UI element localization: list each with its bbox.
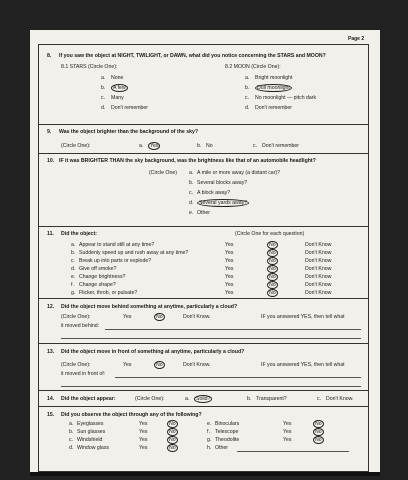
q8-stars-option: Don't remember (111, 105, 149, 111)
q10-option: A mile or more away (a distant car)? (197, 170, 281, 176)
q15-item: Theodolite (215, 437, 240, 443)
q15-item-no (167, 421, 178, 427)
q15-item-no (313, 437, 324, 443)
q10-option-letter: a. (189, 170, 194, 176)
q12-dk: Don't Know. (183, 314, 211, 320)
q8-number: 8. (47, 53, 52, 59)
q15-item-letter: g. (207, 437, 212, 443)
q15-other-line (237, 451, 349, 452)
q10-option-letter: c. (189, 190, 194, 196)
q11-row-yes: Yes (225, 258, 234, 264)
q11-row-text: Give off smoke? (79, 266, 117, 272)
q8-moon-letter: c. (245, 95, 250, 101)
q8-moon-option-circled: Dull moonlight (257, 85, 290, 91)
q10-option: Other (197, 210, 210, 216)
q14-option-letter: b. (247, 396, 252, 402)
q9-option-letter: b. (197, 143, 202, 149)
q13-dk: Don't Know. (183, 362, 211, 368)
q11-row-dk: Don't Know (305, 290, 332, 296)
q10-option: A block away? (197, 190, 231, 196)
q14-option: Don't Know. (326, 396, 354, 402)
q11-row-no (267, 290, 278, 296)
q15-item-no-circled: No (315, 421, 322, 427)
q13-answer-line-1 (115, 377, 361, 378)
q9-option: No (206, 143, 213, 149)
q12-yes: Yes (123, 314, 132, 320)
divider-q14 (39, 406, 368, 407)
q11-row-no (267, 242, 278, 248)
q11-row-letter: e. (71, 274, 76, 280)
q11-row-no-circled: No (269, 266, 276, 272)
q8-moon-option: Don't remember (255, 105, 293, 111)
q11-row-yes: Yes (225, 282, 234, 288)
q11-row-yes: Yes (225, 242, 234, 248)
q15-item: Binoculars (215, 421, 240, 427)
q14-option-letter: c. (317, 396, 322, 402)
q11-row-no (267, 266, 278, 272)
q15-item-no (167, 437, 178, 443)
q15-item-no-circled: No (169, 445, 176, 451)
q14-option (194, 396, 212, 402)
q15-item-no-circled: No (169, 437, 176, 443)
q12-if-yes: IF you answered YES, then tell what (261, 314, 345, 320)
q15-item-no (167, 445, 178, 451)
q8-question: If you saw the object at NIGHT, TWILIGHT, or DAWN, what did you notice concerning the STARS and MOON? (59, 53, 326, 59)
q11-row-dk: Don't Know (305, 242, 332, 248)
q10-circle-label: (Circle One) (149, 170, 177, 176)
q12-number: 12. (47, 304, 55, 310)
q8-stars-option: None (111, 75, 124, 81)
q9-option-circled: Yes (150, 143, 159, 149)
q11-number: 11. (47, 231, 54, 237)
q10-option-letter: e. (189, 210, 194, 216)
q13-no (154, 362, 165, 368)
q9-circle-label: (Circle One): (61, 143, 91, 149)
q15-item-yes: Yes (283, 437, 292, 443)
q10-question: IF it was BRIGHTER THAN the sky background, was the brightness like that of an automobile headlight? (59, 158, 316, 164)
q15-item-yes: Yes (283, 421, 292, 427)
q9-option (148, 143, 160, 149)
q8-moon-option: No moonlight — pitch dark (255, 95, 317, 101)
q11-row-dk: Don't Know (305, 258, 332, 264)
q15-item-no (313, 429, 324, 435)
q8-moon-letter: d. (245, 105, 250, 111)
divider-q8 (39, 124, 368, 125)
q8-stars-option-circled: A few (113, 85, 126, 91)
q15-item: Windshield (77, 437, 103, 443)
q11-row-text: Change brightness? (79, 274, 126, 280)
divider-q12 (39, 343, 368, 344)
divider-q10 (39, 226, 368, 227)
q15-item-letter: e. (207, 421, 212, 427)
divider-q9 (39, 153, 368, 154)
q14-option: Transparent? (256, 396, 287, 402)
q11-row-letter: g. (71, 290, 76, 296)
q15-item-letter: a. (69, 421, 74, 427)
q11-row-no-circled: No (269, 282, 276, 288)
q13-circle-label: (Circle One): (61, 362, 91, 368)
q15-item-letter: c. (69, 437, 74, 443)
q15-item-yes: Yes (139, 421, 148, 427)
q8-moon-letter: a. (245, 75, 250, 81)
q15-item-letter: f. (207, 429, 210, 435)
q15-item-yes: Yes (139, 437, 148, 443)
q15-item-no (313, 421, 324, 427)
q9-option-letter: c. (253, 143, 258, 149)
q10-option-letter: b. (189, 180, 194, 186)
q10-option (197, 200, 249, 206)
q11-row-no (267, 282, 278, 288)
q12-answer-line-2 (61, 338, 361, 339)
q8-moon-option (255, 85, 292, 91)
q11-row-no (267, 250, 278, 256)
q12-answer-line-1 (105, 329, 361, 330)
q15-item-letter: b. (69, 429, 74, 435)
q8-stars-header: 8.1 STARS (Circle One): (61, 64, 118, 70)
q11-row-letter: c. (71, 258, 76, 264)
q15-item-no-circled: No (169, 421, 176, 427)
q11-row-dk: Don't Know (305, 250, 332, 256)
q11-row-text: Flicker, throb, or pulsate? (79, 290, 138, 296)
divider-q11 (39, 298, 368, 299)
q14-circle-label: (Circle One): (135, 396, 165, 402)
q12-no (154, 314, 165, 320)
q15-item: Sun glasses (77, 429, 106, 435)
form-frame (38, 44, 369, 472)
q11-row-yes: Yes (225, 274, 234, 280)
q8-stars-letter: c. (101, 95, 106, 101)
q15-number: 15. (47, 412, 55, 418)
q15-item: Other (215, 445, 228, 451)
q13-if-yes: IF you answered YES, then tell what (261, 362, 345, 368)
q8-stars-letter: d. (101, 105, 106, 111)
q11-row-no (267, 258, 278, 264)
q11-row-no-circled: No (269, 258, 276, 264)
q8-moon-header: 8.2 MOON (Circle One): (225, 64, 281, 70)
q11-row-text: Change shape? (79, 282, 116, 288)
q11-row-yes: Yes (225, 290, 234, 296)
q13-answer-line-2 (61, 386, 361, 387)
q11-row-no-circled: No (269, 250, 276, 256)
q13-question: Did the object move in front of something at anytime, particularly a cloud? (61, 349, 245, 355)
q11-question: Did the object: (61, 231, 98, 237)
q11-row-yes: Yes (225, 250, 234, 256)
q15-item-no-circled: No (315, 429, 322, 435)
q10-option: Several blocks away? (197, 180, 248, 186)
q11-row-no (267, 274, 278, 280)
q15-item-letter: h. (207, 445, 212, 451)
q11-row-text: Break up into parts or explode? (79, 258, 152, 264)
q15-item: Window glass (77, 445, 110, 451)
q15-item-yes: Yes (139, 429, 148, 435)
q11-row-letter: f. (71, 282, 74, 288)
page-edge-bottom (30, 472, 380, 476)
divider-q13 (39, 390, 368, 391)
q12-moved-label: it moved behind: (61, 323, 100, 329)
q10-number: 10. (47, 158, 55, 164)
q13-number: 13. (47, 349, 55, 355)
q14-number: 14. (47, 396, 55, 402)
q11-row-letter: a. (71, 242, 76, 248)
q12-no-circled: No (156, 314, 163, 320)
q13-yes: Yes (123, 362, 132, 368)
q15-item-yes: Yes (283, 429, 292, 435)
q11-row-no-circled: No (269, 242, 276, 248)
q8-stars-letter: a. (101, 75, 106, 81)
q11-row-no-circled: No (269, 274, 276, 280)
q11-row-letter: b. (71, 250, 76, 256)
q15-item-letter: d. (69, 445, 74, 451)
q11-row-dk: Don't Know (305, 282, 332, 288)
q15-item: Eyeglasses (77, 421, 104, 427)
q11-row-dk: Don't Know (305, 274, 332, 280)
q11-row-yes: Yes (225, 266, 234, 272)
q11-row-text: Appear to stand still at any time? (79, 242, 155, 248)
page-number: Page 2 (348, 36, 365, 42)
q10-option-letter: d. (189, 200, 194, 206)
q15-item-yes: Yes (139, 445, 148, 451)
q8-moon-letter: b. (245, 85, 250, 91)
q14-option-circled: Solid? (196, 396, 211, 402)
q9-option-letter: a. (139, 143, 144, 149)
q12-question: Did the object move behind something at anytime, particularly a cloud? (61, 304, 238, 310)
q9-question: Was the object brighter than the background of the sky? (59, 129, 199, 135)
q8-stars-letter: b. (101, 85, 106, 91)
q11-row-letter: d. (71, 266, 76, 272)
q9-option: Don't remember (262, 143, 300, 149)
q12-circle-label: (Circle One): (61, 314, 91, 320)
q8-moon-option: Bright moonlight (255, 75, 293, 81)
q13-no-circled: No (156, 362, 163, 368)
q15-item-no (167, 429, 178, 435)
q9-number: 9. (47, 129, 52, 135)
q10-option-circled: Several yards away? (199, 200, 248, 206)
q15-item-no-circled: No (169, 429, 176, 435)
form-page (30, 30, 380, 476)
q8-stars-option (111, 85, 128, 91)
q13-moved-label: it moved in front of: (61, 371, 106, 377)
q15-question: Did you observe the object through any of the following? (61, 412, 202, 418)
q14-question: Did the object appear: (61, 396, 116, 402)
q11-row-text: Suddenly speed up and rush away at any time? (79, 250, 189, 256)
q15-item: Telescope (215, 429, 239, 435)
q8-stars-option: Many (111, 95, 124, 101)
q11-row-no-circled: No (269, 290, 276, 296)
q15-item-no-circled: No (315, 437, 322, 443)
q14-option-letter: a. (185, 396, 190, 402)
q11-circle-label: (Circle One for each question) (235, 231, 305, 237)
q11-row-dk: Don't Know (305, 266, 332, 272)
